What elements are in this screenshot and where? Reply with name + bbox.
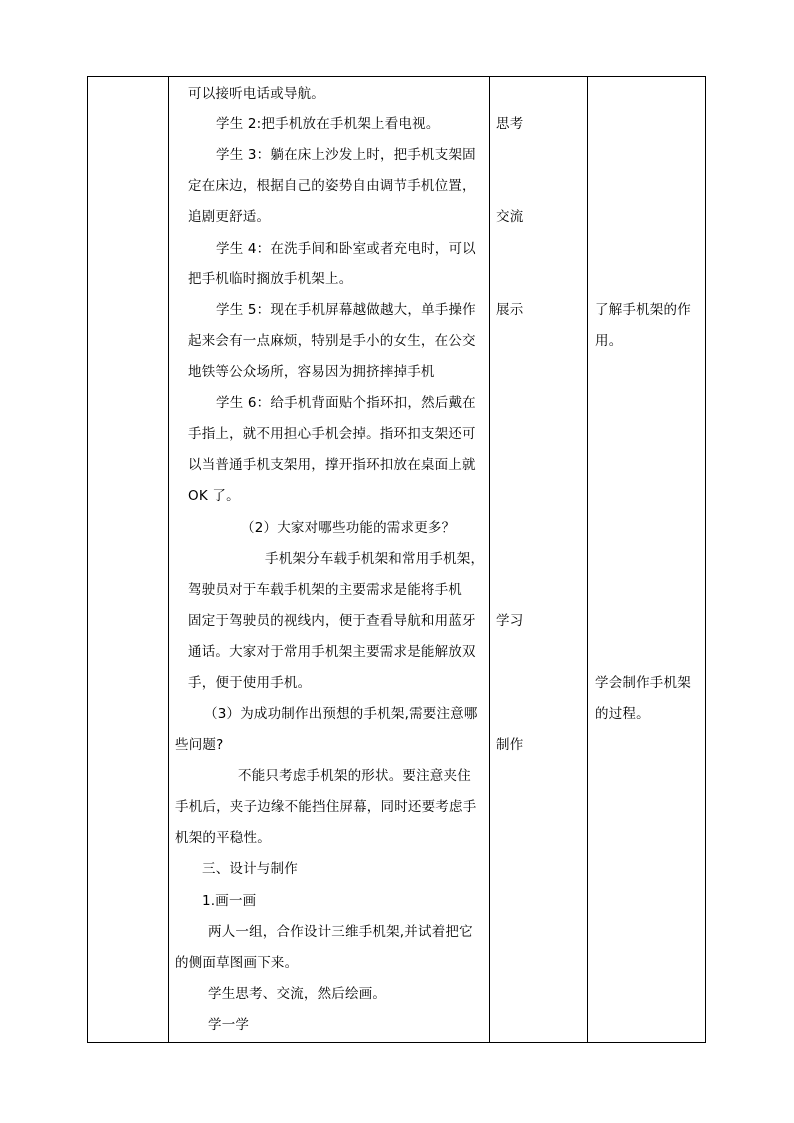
- line-text: 学生 6：给手机背面贴个指环扣，然后戴在: [216, 395, 476, 411]
- text-line: [168, 828, 271, 848]
- text-line: [168, 922, 473, 942]
- line-text: 两人一组，合作设计三维手机架,并试着把它: [208, 924, 473, 940]
- line-text: 把手机临时搁放手机架上。: [188, 271, 353, 287]
- line-text: 学生 2:把手机放在手机架上看电视。: [216, 116, 440, 132]
- line-text: 学一学: [208, 1017, 250, 1033]
- activity-label: [496, 611, 523, 631]
- text-line: [168, 642, 476, 662]
- text-line: [168, 580, 462, 600]
- line-text: 固定于驾驶员的视线内，便于查看导航和用蓝牙: [188, 613, 476, 629]
- line-text: 1.画一画: [202, 893, 257, 909]
- text-line: [168, 455, 476, 475]
- line-text: 机架的平稳性。: [175, 830, 271, 846]
- text-line: [168, 145, 476, 165]
- line-text: 思考: [496, 116, 524, 132]
- line-text: 不能只考虑手机架的形状。要注意夹住: [238, 768, 471, 784]
- intent-text: [595, 300, 691, 320]
- line-text: 学会制作手机架: [595, 675, 691, 691]
- text-line: [168, 207, 270, 227]
- design-intent-column: [587, 77, 705, 1042]
- line-text: 三、设计与制作: [202, 861, 298, 877]
- line-text: 学习: [496, 613, 524, 629]
- line-text: 手机后，夹子边缘不能挡住屏幕，同时还要考虑手: [175, 799, 477, 815]
- line-text: 起来会有一点麻烦，特别是手小的女生，在公交: [188, 333, 476, 349]
- subsection-heading: [168, 891, 256, 911]
- line-text: 可以接听电话或导航。: [188, 86, 325, 102]
- text-line: [168, 331, 476, 351]
- text-line: [168, 362, 435, 382]
- line-text: 了解手机架的作: [595, 302, 691, 318]
- text-line: [168, 424, 476, 444]
- line-text: 追剧更舒适。: [188, 209, 271, 225]
- intent-text: [595, 673, 691, 693]
- line-text: 地铁等公众场所，容易因为拥挤摔掉手机: [188, 364, 435, 380]
- line-text: 展示: [496, 302, 524, 318]
- line-text: 的过程。: [595, 706, 650, 722]
- text-line: [168, 269, 352, 289]
- text-line: [168, 735, 223, 755]
- line-text: 手机架分车载手机架和常用手机架，: [265, 551, 485, 567]
- activity-label: [496, 114, 523, 134]
- line-text: 的侧面草图画下来。: [175, 955, 299, 971]
- line-text: 用。: [595, 333, 623, 349]
- text-line: [168, 486, 240, 506]
- student-activity-column: [489, 77, 586, 1042]
- line-text: 学生 5：现在手机屏幕越做越大，单手操作: [216, 302, 476, 318]
- line-text: 些问题?: [175, 737, 224, 753]
- line-text: 定在床边，根据自己的姿势自由调节手机位置，: [188, 178, 476, 194]
- text-line: [168, 84, 325, 104]
- text-line: [168, 673, 311, 693]
- line-text: 通话。大家对于常用手机架主要需求是能解放双: [188, 644, 476, 660]
- line-text: 以当普通手机支架用，撑开指环扣放在桌面上就: [188, 457, 476, 473]
- text-line: [168, 518, 455, 538]
- intent-text: [595, 704, 650, 724]
- teaching-process-column: [168, 77, 488, 1042]
- line-text: 手指上，就不用担心手机会掉。指环扣支架还可: [188, 426, 476, 442]
- activity-label: [496, 735, 523, 755]
- line-text: 学生 4：在洗手间和卧室或者充电时，可以: [216, 241, 476, 257]
- line-text: 学生思考、交流，然后绘画。: [208, 986, 387, 1002]
- line-text: （2）大家对哪些功能的需求更多？: [241, 520, 456, 536]
- line-text: 学生 3：躺在床上沙发上时，把手机支架固: [216, 147, 476, 163]
- text-line: [168, 549, 484, 569]
- section-heading: [168, 859, 298, 879]
- activity-label: [496, 300, 523, 320]
- text-line: [168, 766, 471, 786]
- empty-cell: [88, 77, 167, 1042]
- line-text: （3）为成功制作出预想的手机架,需要注意哪: [204, 706, 478, 722]
- line-text: OK 了。: [188, 488, 240, 504]
- text-line: [168, 393, 476, 413]
- text-line: [168, 797, 476, 817]
- text-line: [168, 1015, 249, 1035]
- activity-label: [496, 207, 523, 227]
- line-text: 交流: [496, 209, 524, 225]
- text-line: [168, 239, 476, 259]
- text-line: [168, 704, 478, 724]
- text-line: [168, 611, 476, 631]
- line-text: 驾驶员对于车载手机架的主要需求是能将手机: [188, 582, 462, 598]
- line-text: 手，便于使用手机。: [188, 675, 312, 691]
- text-line: [168, 953, 298, 973]
- text-line: [168, 176, 476, 196]
- text-line: [168, 984, 386, 1004]
- text-line: [168, 114, 440, 134]
- line-text: 制作: [496, 737, 524, 753]
- text-line: [168, 300, 476, 320]
- intent-text: [595, 331, 622, 351]
